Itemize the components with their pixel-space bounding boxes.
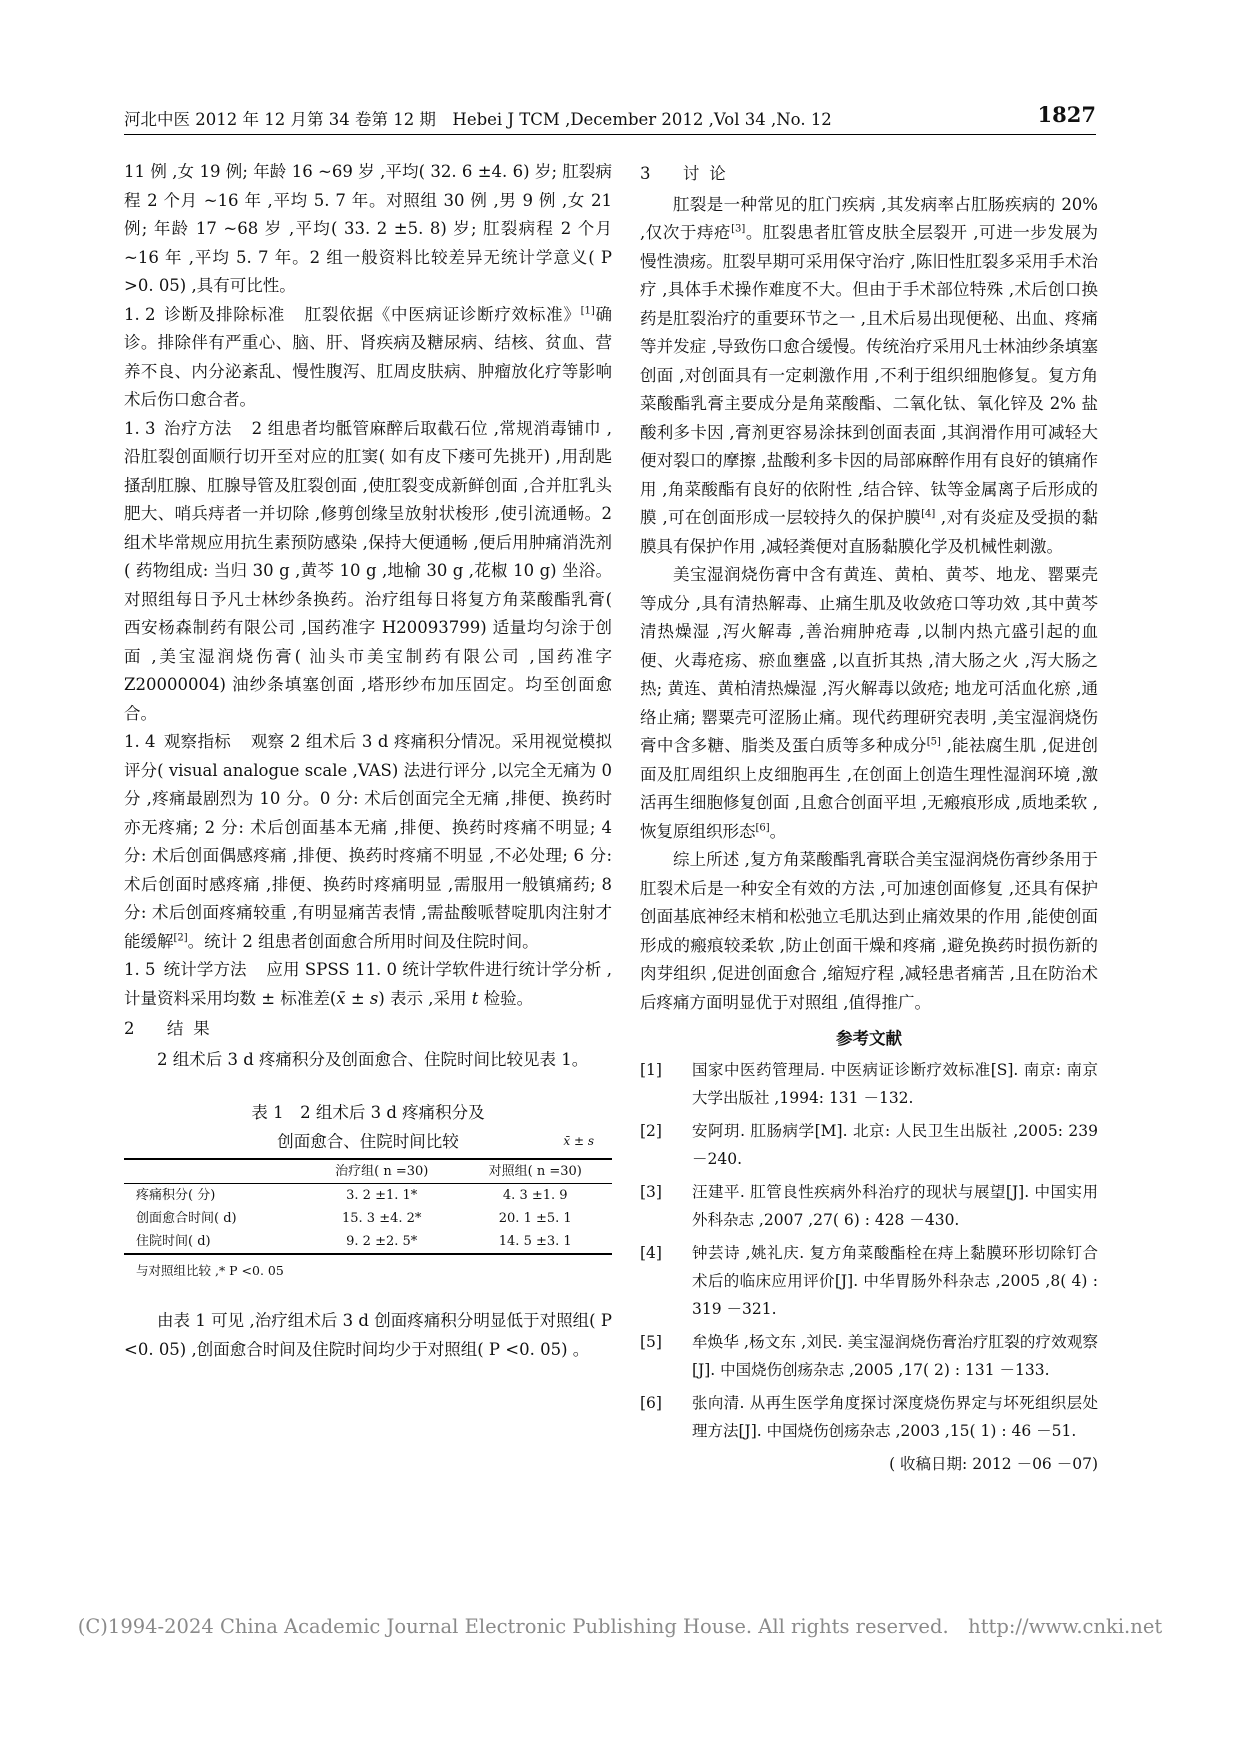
citation[interactable]: [5]: [926, 736, 941, 748]
reference-number: [5]: [640, 1332, 662, 1351]
section-title: 治疗方法: [163, 418, 232, 438]
left-column: [124, 158, 612, 1364]
section-1-4: [124, 728, 612, 956]
section-1-3: [124, 415, 612, 729]
table-note: 与对照组比较 ,* P <0. 05: [136, 1263, 284, 1278]
section-title: 结果: [166, 1019, 220, 1038]
section-text: 检验。: [483, 988, 534, 1008]
table-caption-line2: [124, 1127, 612, 1156]
section-title: 诊断及排除标准: [163, 304, 285, 324]
reference-text: 钟芸诗 ,姚礼庆. 复方角菜酸酯栓在痔上黏膜环形切除钉合术后的临床应用评价[J]. 中华胃肠外科杂志 ,2005 ,8( 4) : 319 －321.: [692, 1243, 1098, 1318]
control-value: 14. 5 ±3. 1: [458, 1230, 612, 1254]
copyright-footer: (C)1994-2024 China Academic Journal Electronic Publishing House. All rights reserved. http://www.cnki.net: [77, 1615, 1163, 1638]
t-symbol: t: [471, 988, 479, 1008]
results-paragraph: 2 组术后 3 d 疼痛积分及创面愈合、住院时间比较见表 1。: [157, 1049, 589, 1069]
paragraph-text: ,对有炎症及受损的黏膜具有保护作用 ,减轻粪便对直肠黏膜化学及机械性刺激。: [640, 508, 1098, 556]
running-header: [124, 104, 1096, 135]
section-text: 2 组患者均骶管麻醉后取截石位 ,常规消毒铺巾 ,沿肛裂创面顺行切开至对应的肛窦( 如有皮下瘘可先挑开) ,用刮匙搔刮肛腺、肛腺导管及肛裂创面 ,使肛裂变成新鲜创面 ,合并肛乳头肥大、哨兵痔者一并切除 ,修剪创缘呈放射状梭形 ,使引流通畅。2 组术毕常规应用抗生素预防感染 ,保持大便通畅 ,便后用肿痛消洗剂( 药物组成: 当归 30 g ,黄芩 10 g ,地榆 30 g ,花椒 10 g) 坐浴。对照组每日予凡士林纱条换药。治疗组每日将复方角菜酸酯乳膏( 西安杨森制药有限公司 ,国药准字 H20093799) 适量均匀涂于创面 ,美宝湿润烧伤膏( 汕头市美宝制药有限公司 ,国药准字 Z20000004) 油纱条填塞创面 ,塔形纱布加压固定。均至创面愈合。: [124, 418, 612, 723]
section-number: 1. 3: [124, 418, 156, 438]
reference-item: [640, 1328, 1098, 1384]
journal-header-title: 河北中医 2012 年 12 月第 34 卷第 12 期 Hebei J TCM ,December 2012 ,Vol 34 ,No. 12: [124, 110, 832, 129]
table-row: [124, 1184, 612, 1208]
discussion-paragraph-1: [640, 191, 1098, 562]
citation[interactable]: [4]: [921, 508, 936, 520]
citation[interactable]: [3]: [731, 223, 746, 235]
page-number: 1827: [1037, 102, 1096, 127]
section-title: 讨论: [682, 164, 736, 183]
control-value: 4. 3 ±1. 9: [502, 1188, 568, 1203]
section-3-heading: [640, 160, 1098, 189]
received-date: ( 收稿日期: 2012 －06 －07): [889, 1454, 1098, 1473]
reference-text: 牟焕华 ,杨文东 ,刘民. 美宝湿润烧伤膏治疗肛裂的疗效观察[J]. 中国烧伤创疡杂志 ,2005 ,17( 2) : 131 －133.: [692, 1332, 1098, 1379]
table-unit: x̄ ± s: [563, 1134, 594, 1148]
discussion-paragraph-2: [640, 561, 1098, 846]
table-row: [124, 1230, 612, 1254]
reference-item: [640, 1117, 1098, 1173]
reference-item: [640, 1239, 1098, 1323]
section-number: 1. 5: [124, 960, 156, 979]
reference-number: [2]: [640, 1121, 662, 1140]
table-header-control: 对照组( n =30): [458, 1159, 612, 1184]
section-number: 3: [640, 164, 651, 183]
reference-item: [640, 1389, 1098, 1445]
control-value: 20. 1 ±5. 1: [498, 1211, 572, 1226]
section-number: 1. 4: [124, 732, 156, 751]
reference-text: 汪建平. 肛管良性疾病外科治疗的现状与展望[J]. 中国实用外科杂志 ,2007 ,27( 6) : 428 －430.: [692, 1182, 1098, 1229]
treatment-value: 15. 3 ±4. 2*: [342, 1211, 422, 1226]
reference-item: [640, 1178, 1098, 1234]
section-text: 肛裂依据《中医病证诊断疗效标准》: [304, 304, 581, 324]
table-row: [124, 1207, 612, 1230]
section-text: ) 表示 ,采用: [378, 988, 467, 1008]
row-label: 疼痛积分( 分): [136, 1188, 216, 1203]
results-table: [124, 1158, 612, 1255]
references-heading: 参考文献: [836, 1029, 902, 1048]
section-title: 观察指标: [163, 732, 232, 751]
treatment-value: 9. 2 ±2. 5*: [305, 1230, 459, 1254]
row-label: 住院时间( d): [124, 1230, 305, 1254]
section-text: 应用 SPSS 11. 0 统计学软件进行统计学分析 ,计量资料采用均数 ± 标准差(: [124, 960, 613, 1008]
section-text: 确诊。排除伴有严重心、脑、肝、肾疾病及糖尿病、结核、贫血、营养不良、内分泌紊乱、慢性腹泻、肛周皮肤病、肿瘤放化疗等影响术后伤口愈合者。: [124, 304, 613, 409]
reference-number: [1]: [640, 1060, 662, 1079]
paragraph-text: 肛裂是一种常见的肛门疾病 ,其发病率占肛肠疾病的 20% ,仅次于痔疮: [640, 194, 1098, 242]
reference-number: [6]: [640, 1393, 662, 1412]
section-1-2: [124, 301, 612, 415]
paragraph-text: ,能祛腐生肌 ,促进创面及肛周组织上皮细胞再生 ,在创面上创造生理性湿润环境 ,激活再生细胞修复创面 ,且愈合创面平坦 ,无瘢痕形成 ,质地柔软 ,恢复原组织形态: [640, 736, 1098, 841]
table-caption-line1: 表 1 2 组术后 3 d 疼痛积分及: [251, 1103, 485, 1122]
reference-text: 安阿玥. 肛肠病学[M]. 北京: 人民卫生出版社 ,2005: 239 －240.: [692, 1121, 1098, 1168]
section-text: 观察 2 组术后 3 d 疼痛积分情况。采用视觉模拟评分( visual analogue scale ,VAS) 法进行评分 ,以完全无痛为 0 分 ,疼痛最剧烈为 10 分。0 分: 术后创面完全无痛 ,排便、换药时亦无疼痛; 2 分: 术后创面基本无痛 ,排便、换药时疼痛不明显; 4 分: 术后创面偶感疼痛 ,排便、换药时疼痛不明显 ,不必处理; 6 分: 术后创面时感疼痛 ,排便、换药时疼痛明显 ,需服用一般镇痛药; 8 分: 术后创面疼痛较重 ,有明显痛苦表情 ,需盐酸哌替啶肌肉注射才能缓解: [124, 732, 612, 951]
table-header-treatment: 治疗组( n =30): [305, 1159, 459, 1184]
row-label: 创面愈合时间( d): [136, 1211, 237, 1226]
treatment-value: 3. 2 ±1. 1*: [346, 1188, 418, 1203]
table-conclusion-paragraph: 由表 1 可见 ,治疗组术后 3 d 创面疼痛积分明显低于对照组( P <0. 05) ,创面愈合时间及住院时间均少于对照组( P <0. 05) 。: [124, 1311, 612, 1359]
section-number: 2: [124, 1019, 135, 1038]
section-title: 统计学方法: [163, 960, 247, 979]
paragraph-general-data: 11 例 ,女 19 例; 年龄 16 ~69 岁 ,平均( 32. 6 ±4. 6) 岁; 肛裂病程 2 个月 ~16 年 ,平均 5. 7 年。对照组 30 例 ,男 9 例 ,女 21 例; 年龄 17 ~68 岁 ,平均( 33. 2 ±5. 8) 岁; 肛裂病程 2 个月 ~16 年 ,平均 5. 7 年。2 组一般资料比较差异无统计学意义( P >0. 05) ,具有可比性。: [124, 162, 612, 295]
paragraph-text: 美宝湿润烧伤膏中含有黄连、黄柏、黄芩、地龙、罂粟壳等成分 ,具有清热解毒、止痛生肌及收敛疮口等功效 ,其中黄芩清热燥湿 ,泻火解毒 ,善治痈肿疮毒 ,以制内热亢盛引起的血便、火毒疮疡、瘀血壅盛 ,以直折其热 ,清大肠之火 ,泻大肠之热; 黄连、黄柏清热燥湿 ,泻火解毒以敛疮; 地龙可活血化瘀 ,通络止痛; 罂粟壳可涩肠止痛。现代药理研究表明 ,美宝湿润烧伤膏中含多糖、脂类及蛋白质等多种成分: [640, 565, 1098, 755]
paragraph-text: 。肛裂患者肛管皮肤全层裂开 ,可进一步发展为慢性溃疡。肛裂早期可采用保守治疗 ,陈旧性肛裂多采用手术治疗 ,具体手术操作难度不大。但由于手术部位特殊 ,术后创口换药是肛裂治疗的重要环节之一 ,且术后易出现便秘、出血、疼痛等并发症 ,导致伤口愈合缓慢。传统治疗采用凡士林油纱条填塞创面 ,对创面具有一定刺激作用 ,不利于组织细胞修复。复方角菜酸酯乳膏主要成分是角菜酸酯、二氧化钛、氧化锌及 2% 盐酸利多卡因 ,膏剂更容易涂抹到创面表面 ,其润滑作用可减轻大便对裂口的摩擦 ,盐酸利多卡因的局部麻醉作用有良好的镇痛作用 ,角菜酸酯有良好的依附性 ,结合锌、钛等金属离子后形成的膜 ,可在创面形成一层较持久的保护膜: [640, 223, 1098, 527]
citation[interactable]: [6]: [755, 822, 770, 833]
reference-number: [3]: [640, 1182, 662, 1201]
table-header-row: [124, 1159, 612, 1184]
table-caption-text: 创面愈合、住院时间比较: [277, 1132, 459, 1151]
paragraph-text: 。: [769, 821, 787, 841]
reference-text: 张向清. 从再生医学角度探讨深度烧伤界定与坏死组织层处理方法[J]. 中国烧伤创疡杂志 ,2003 ,15( 1) : 46 －51.: [692, 1393, 1098, 1440]
citation[interactable]: [2]: [173, 932, 188, 943]
mean-sd-symbol: x̄ ± s: [336, 988, 379, 1008]
section-text: 。统计 2 组患者创面愈合所用时间及住院时间。: [187, 931, 539, 951]
reference-text: 国家中医药管理局. 中医病证诊断疗效标准[S]. 南京: 南京大学出版社 ,1994: 131 －132.: [692, 1060, 1098, 1107]
reference-number: [4]: [640, 1243, 662, 1262]
section-number: 1. 2: [124, 304, 156, 324]
table-header-blank: [124, 1159, 305, 1184]
right-column: [640, 158, 1098, 1478]
reference-item: [640, 1056, 1098, 1112]
conclusion-paragraph: 综上所述 ,复方角菜酸酯乳膏联合美宝湿润烧伤膏纱条用于肛裂术后是一种安全有效的方法 ,可加速创面修复 ,还具有保护创面基底神经末梢和松弛立毛肌达到止痛效果的作用 ,能使创面形成的瘢痕较柔软 ,防止创面干燥和疼痛 ,避免换药时损伤新的肉芽组织 ,促进创面愈合 ,缩短疗程 ,减轻患者痛苦 ,且在防治术后疼痛方面明显优于对照组 ,值得推广。: [640, 850, 1098, 1012]
section-2-heading: [124, 1015, 612, 1044]
citation[interactable]: [1]: [580, 305, 595, 316]
section-1-5: [124, 956, 612, 1013]
